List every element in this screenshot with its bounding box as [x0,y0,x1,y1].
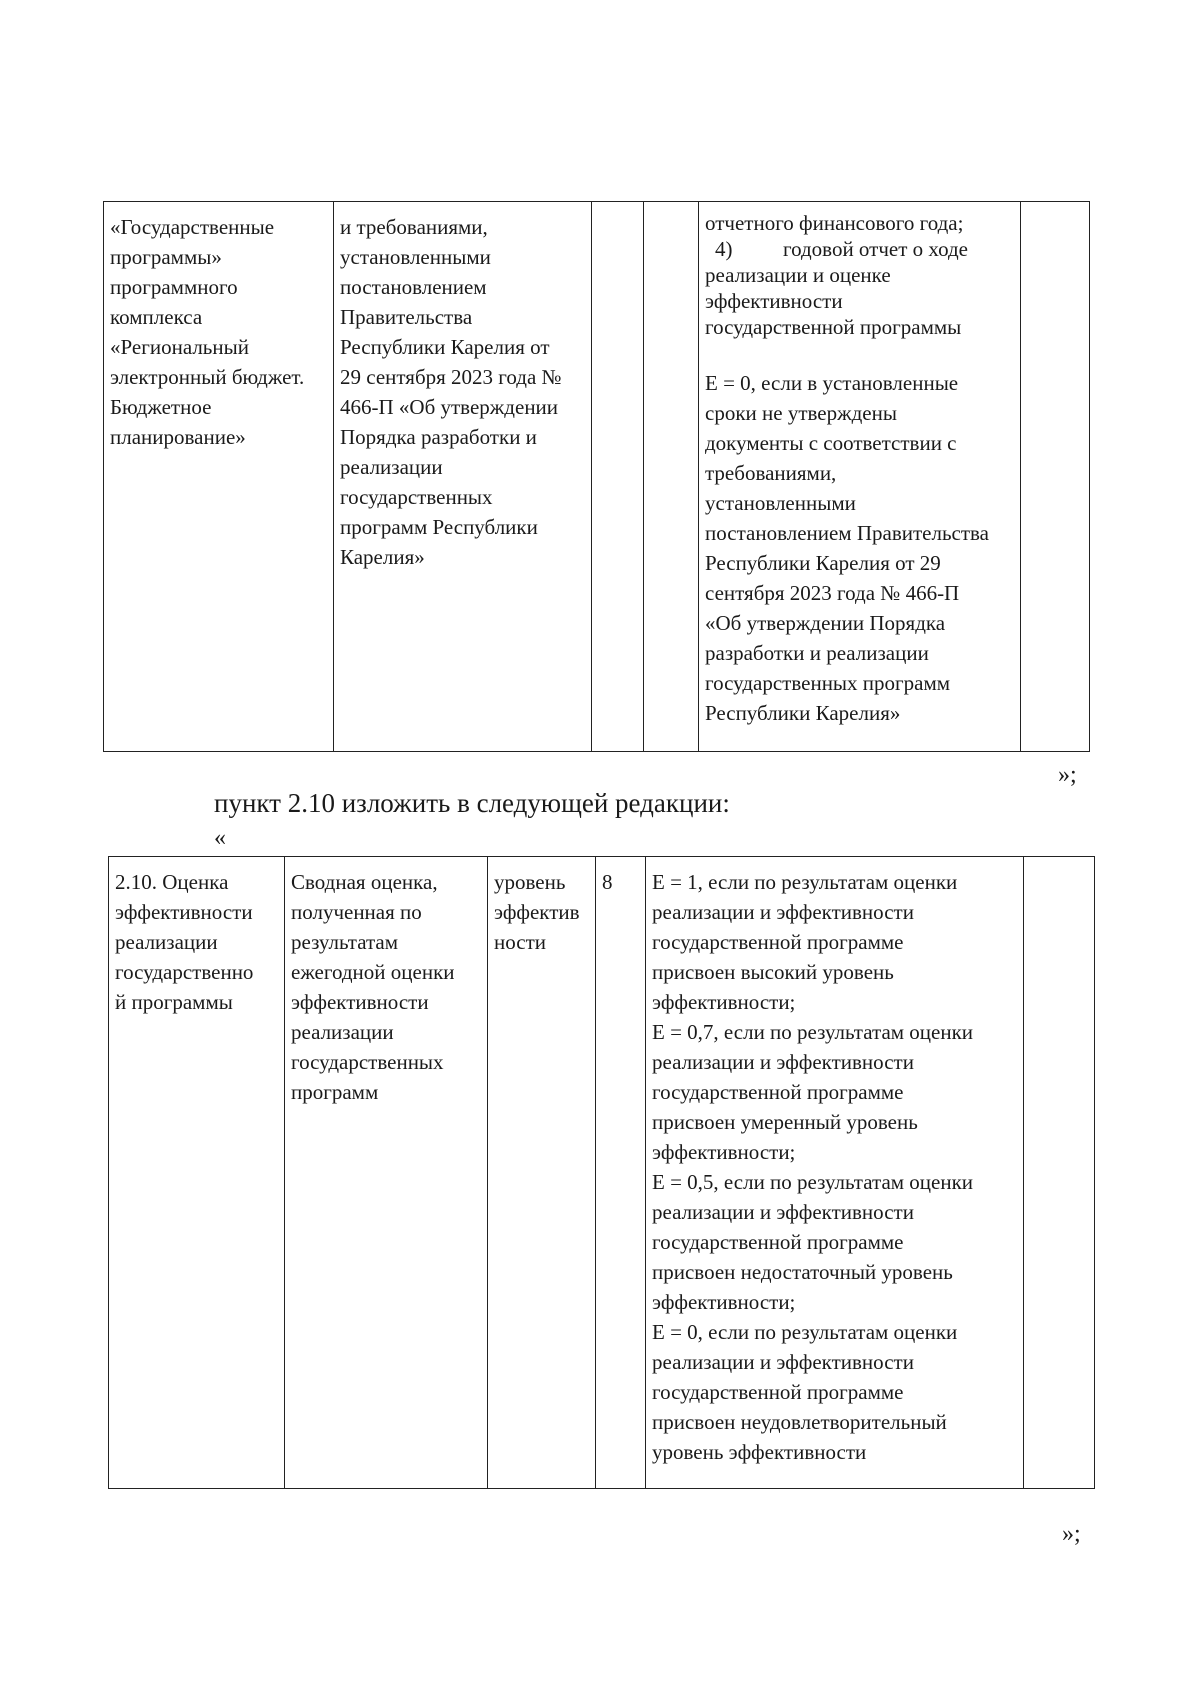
text-line: «Региональный [110,335,249,359]
text-line: эффективности; [652,990,796,1014]
text-line: присвоен неудовлетворительный [652,1410,947,1434]
text-line: уровень [494,870,566,894]
table-item-2-10 [108,856,1095,1489]
text-line: разработки и реализации [705,641,929,665]
weight-value: 8 [602,870,613,894]
text-line: реализации [291,1020,394,1044]
cell-requirements [334,202,592,752]
text-line: результатам [291,930,399,954]
opening-quote: « [214,825,226,851]
text-line: государственной программе [652,930,904,954]
text-line: ежегодной оценки [291,960,455,984]
cell-indicator-name [109,857,285,1489]
text-line: присвоен недостаточный уровень [652,1260,953,1284]
text-line: реализации и оценке [705,263,891,287]
cell-empty-4 [644,202,699,752]
text-line: эффектив [494,900,580,924]
text-line: требованиями, [705,461,837,485]
text-line: и требованиями, [340,215,488,239]
list-number: 4) [715,237,733,261]
text-line: полученная по [291,900,422,924]
text-line: реализации и эффективности [652,1200,914,1224]
text-line: установленными [340,245,491,269]
text-line: реализации [340,455,443,479]
text-line: программного [110,275,238,299]
table-continuation [103,201,1090,752]
text-line: E = 0,7, если по результатам оценки [652,1020,974,1044]
text-line: сроки не утверждены [705,401,897,425]
text-line: постановлением [340,275,487,299]
text-line: Порядка разработки и [340,425,537,449]
text-line: установленными [705,491,856,515]
text-line: постановлением Правительства [705,521,990,545]
text-line: программ Республики [340,515,538,539]
text-line: эффективности; [652,1290,796,1314]
text-line: государственных [340,485,493,509]
text-line: Республики Карелия» [705,701,901,725]
text-line: Правительства [340,305,473,329]
text-line: реализации и эффективности [652,1050,914,1074]
text-line: государственной программе [652,1380,904,1404]
text-line: й программы [115,990,233,1014]
closing-quote: »; [1058,762,1077,788]
text-line: Карелия» [340,545,425,569]
text-line: государственной программе [652,1080,904,1104]
text-line: присвоен умеренный уровень [652,1110,918,1134]
text-line: ности [494,930,546,954]
cell-empty-6 [1024,857,1095,1489]
cell-unit [488,857,596,1489]
text-line: реализации [115,930,218,954]
text-line: комплекса [110,305,203,329]
amendment-heading: пункт 2.10 изложить в следующей редакции: [214,788,730,818]
text-line: уровень эффективности [652,1440,867,1464]
text-line: Бюджетное [110,395,212,419]
cell-criteria [699,202,1021,752]
text-line: реализации и эффективности [652,900,914,924]
text-line: E = 0, если по результатам оценки [652,1320,958,1344]
text-line: 2.10. Оценка [115,870,229,894]
text-line: государственной программы [705,315,962,339]
table-row [104,202,1090,752]
text-line: «Государственные [110,215,275,239]
text-line: Республики Карелия от 29 [705,551,941,575]
cell-criteria [646,857,1024,1489]
text-line: электронный бюджет. [110,365,305,389]
text-line: эффективности [705,289,843,313]
text-line: эффективности [115,900,253,924]
text-line: документы с соответствии с [705,431,957,455]
text-line: реализации и эффективности [652,1350,914,1374]
text-line: E = 0,5, если по результатам оценки [652,1170,974,1194]
list-text: годовой отчет о ходе [783,237,968,261]
text-line: эффективности [291,990,429,1014]
text-line: государственно [115,960,254,984]
text-line: 466-П «Об утверждении [340,395,559,419]
text-line: Республики Карелия от [340,335,550,359]
text-line: сентября 2023 года № 466-П [705,581,960,605]
text-line: E = 1, если по результатам оценки [652,870,958,894]
cell-indicator-description [285,857,488,1489]
text-line: Сводная оценка, [291,870,438,894]
cell-weight [596,857,646,1489]
text-line: программы» [110,245,222,269]
text-line: E = 0, если в установленные [705,371,959,395]
text-line: государственной программе [652,1230,904,1254]
text-line: отчетного финансового года; [705,211,964,235]
table-row [109,857,1095,1489]
text-line: «Об утверждении Порядка [705,611,946,635]
closing-quote: »; [1062,1521,1081,1547]
text-line: планирование» [110,425,246,449]
text-line: 29 сентября 2023 года № [340,365,562,389]
text-line: государственных программ [705,671,951,695]
cell-empty-6 [1021,202,1090,752]
text-line: эффективности; [652,1140,796,1164]
text-line: государственных [291,1050,444,1074]
text-line: присвоен высокий уровень [652,960,894,984]
cell-empty-3 [592,202,644,752]
text-line: программ [291,1080,379,1104]
cell-program-name [104,202,334,752]
